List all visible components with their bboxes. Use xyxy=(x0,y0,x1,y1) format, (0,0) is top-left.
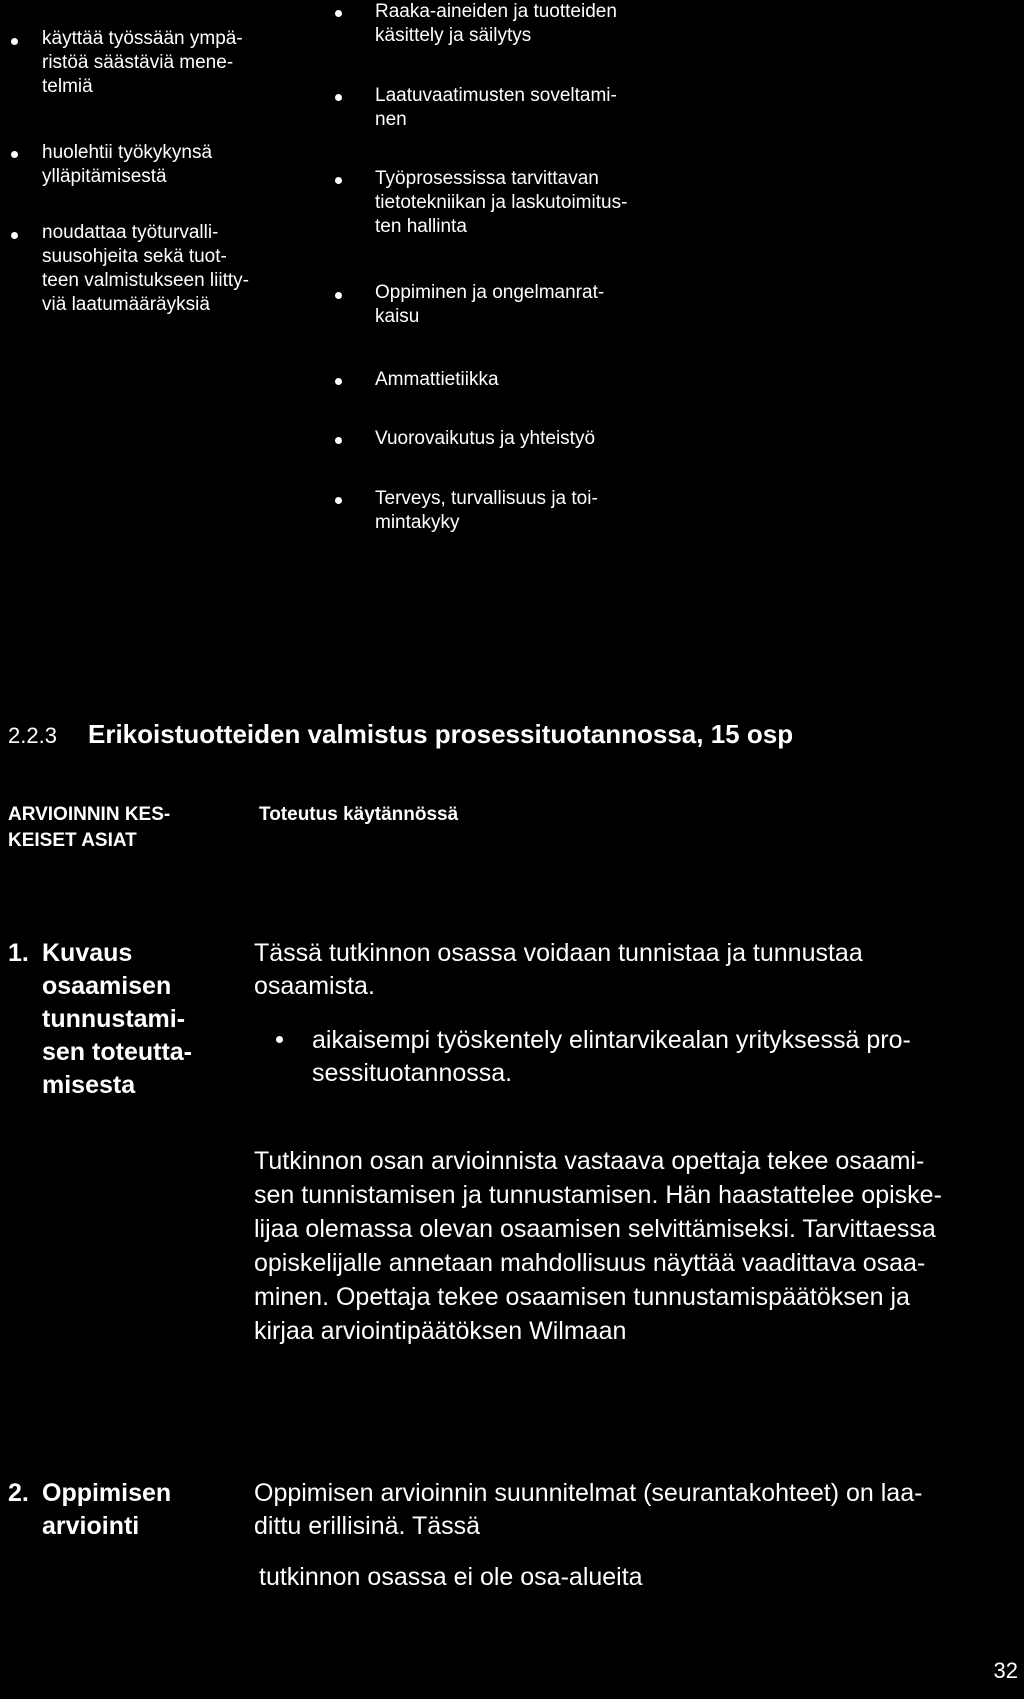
bullet-dot xyxy=(11,38,18,45)
bullet-dot xyxy=(335,378,342,385)
item1-intro: Tässä tutkinnon osassa voidaan tunnistaa ja tunnustaa osaamista. xyxy=(254,939,863,1000)
section-number: 2.2.3 xyxy=(8,723,57,748)
list-item-text: Ammattietiikka xyxy=(375,369,499,390)
item2-text-continued: tutkinnon osassa ei ole osa-alueita xyxy=(259,1563,643,1591)
item1-label: Kuvaus osaamisen tunnustami- sen toteutta- misesta xyxy=(42,939,192,1099)
bullet-dot xyxy=(335,497,342,504)
item2-text: Oppimisen arvioinnin suunnitelmat (seurantakohteet) on laa- dittu erillisinä. Tässä xyxy=(254,1479,923,1540)
page-number: 32 xyxy=(993,1658,1018,1683)
item2-number: 2. xyxy=(8,1479,29,1507)
list-item-text: käyttää työssään ympä- ristöä säästäviä mene- telmiä xyxy=(42,28,243,97)
list-item-text: Työprosessissa tarvittavan tietotekniikan ja laskutoimitus- ten hallinta xyxy=(375,168,628,237)
item2-label: Oppimisen arviointi xyxy=(42,1479,172,1540)
bullet-dot xyxy=(11,151,18,158)
bullet-dot xyxy=(335,292,342,299)
bullet-dot xyxy=(335,10,342,17)
bullet-dot xyxy=(335,177,342,184)
list-item-text: Oppiminen ja ongelmanrat- kaisu xyxy=(375,282,605,327)
item1-bullet-text: aikaisempi työskentely elintarvikealan yrityksessä pro- sessituotannossa. xyxy=(312,1026,911,1087)
column-header-right: Toteutus käytännössä xyxy=(259,804,459,825)
bullet-dot xyxy=(335,437,342,444)
list-item-text: huolehtii työkykynsä ylläpitämisestä xyxy=(42,142,213,187)
bullet-dot xyxy=(11,232,18,239)
bullet-dot xyxy=(276,1036,283,1043)
item1-number: 1. xyxy=(8,939,29,967)
bullet-dot xyxy=(335,94,342,101)
column-header-left: ARVIOINNIN KES- KEISET ASIAT xyxy=(8,804,171,851)
list-item-text: Terveys, turvallisuus ja toi- mintakyky xyxy=(375,488,598,533)
section-title: Erikoistuotteiden valmistus prosessituotannossa, 15 osp xyxy=(88,719,794,749)
list-item-text: Laatuvaatimusten soveltami- nen xyxy=(375,85,617,130)
list-item-text: Vuorovaikutus ja yhteistyö xyxy=(375,428,596,449)
list-item-text: Raaka-aineiden ja tuotteiden käsittely ja säilytys xyxy=(375,1,617,46)
item1-paragraph: Tutkinnon osan arvioinnista vastaava opettaja tekee osaami- sen tunnistamisen ja tunnustamisen. Hän haastattelee opiske- lijaa olemassa olevan osaamisen selvittämiseksi. Tarvittaessa opiskelijalle annetaan mahdollisuus näyttää vaadittava osaa- minen. Opettaja tekee osaamisen tunnustamispäätöksen ja kirjaa arviointipäätöksen Wilmaan xyxy=(254,1147,942,1345)
list-item-text: noudattaa työturvalli- suusohjeita sekä tuot- teen valmistukseen liitty- viä laatumääräyksiä xyxy=(42,222,249,315)
